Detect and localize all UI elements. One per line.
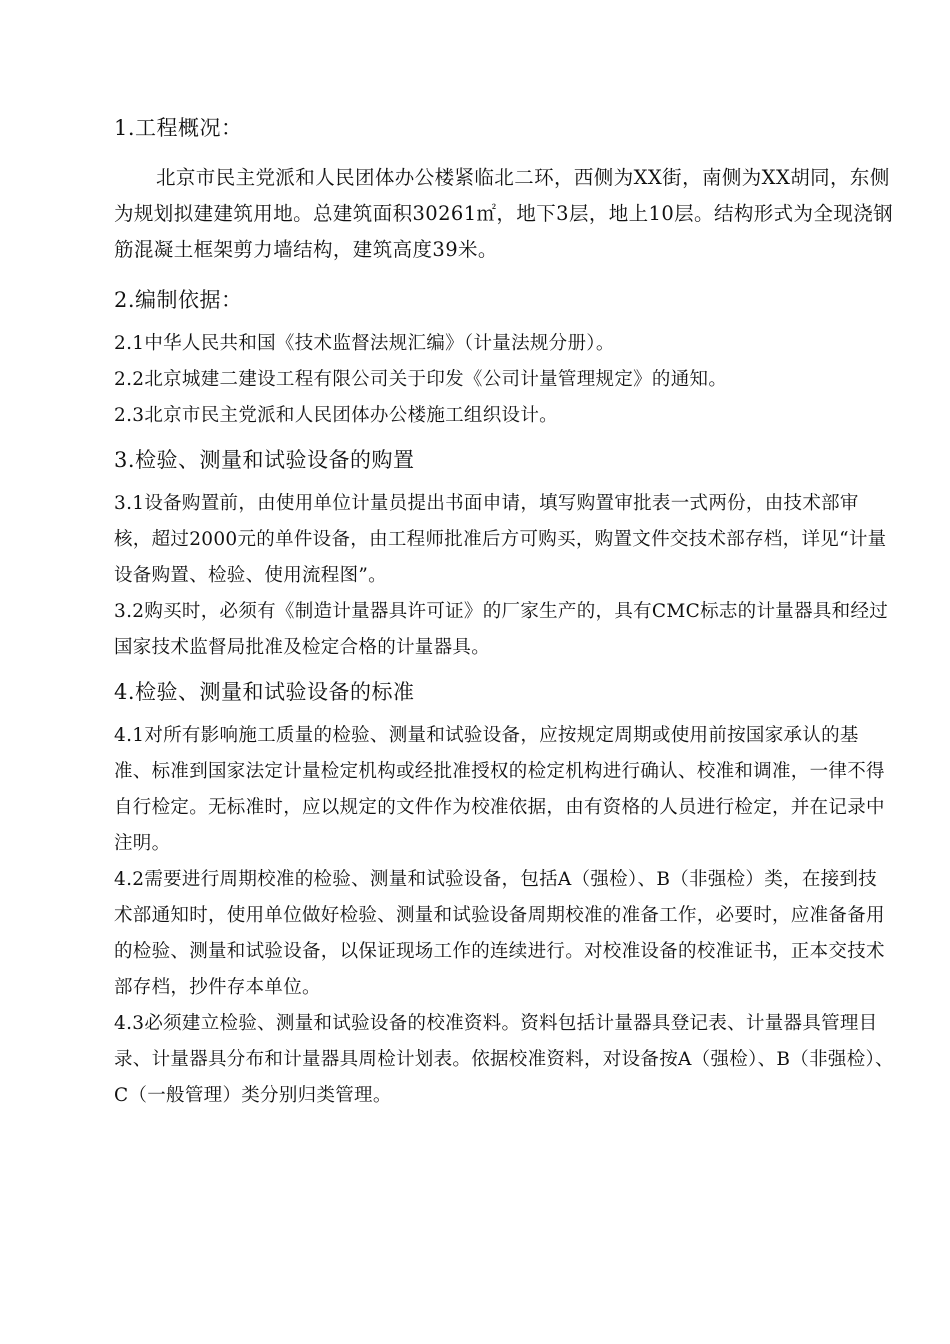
section-heading: 2.编制依据：: [114, 288, 243, 312]
section-paragraph: 北京市民主党派和人民团体办公楼紧临北二环，西侧为XX街，南侧为XX胡同，东侧为规划拟建建筑用地。总建筑面积30261㎡，地下3层，地上10层。结构形式为全现浇钢筋混凝土框架剪力墙结构，建筑高度39米。: [114, 166, 894, 261]
list-item: 4.3必须建立检验、测量和试验设备的校准资料。资料包括计量器具登记表、计量器具管理目录、计量器具分布和计量器具周检计划表。依据校准资料，对设备按A（强检）、B（非强检）、C（一般管理）类分别归类管理。: [114, 1013, 894, 1106]
list-item: 2.3北京市民主党派和人民团体办公楼施工组织设计。: [114, 405, 558, 426]
section-2: [114, 282, 894, 434]
section-4: [114, 674, 894, 1114]
list-item: 2.1中华人民共和国《技术监督法规汇编》（计量法规分册）。: [114, 333, 615, 354]
document-body: [114, 110, 894, 1114]
list-item: 4.2需要进行周期校准的检验、测量和试验设备，包括A（强检）、B（非强检）类，在接到技术部通知时，使用单位做好检验、测量和试验设备周期校准的准备工作，必要时，应准备备用的检验、测量和试验设备，以保证现场工作的连续进行。对校准设备的校准证书，正本交技术部存档，抄件存本单位。: [114, 869, 885, 998]
section-3: [114, 442, 894, 666]
list-item: 3.1设备购置前，由使用单位计量员提出书面申请，填写购置审批表一式两份，由技术部审核，超过2000元的单件设备，由工程师批准后方可购买，购置文件交技术部存档，详见“计量设备购置、检验、使用流程图”。: [114, 493, 887, 586]
list-item: 2.2北京城建二建设工程有限公司关于印发《公司计量管理规定》的通知。: [114, 369, 728, 390]
section-heading: 1.工程概况：: [114, 116, 243, 140]
section-1: [114, 110, 894, 268]
list-item: 4.1对所有影响施工质量的检验、测量和试验设备，应按规定周期或使用前按国家承认的基准、标准到国家法定计量检定机构或经批准授权的检定机构进行确认、校准和调准，一律不得自行检定。无标准时，应以规定的文件作为校准依据，由有资格的人员进行检定，并在记录中注明。: [114, 725, 885, 854]
section-heading: 3.检验、测量和试验设备的购置: [114, 448, 415, 472]
list-item: 3.2购买时，必须有《制造计量器具许可证》的厂家生产的，具有CMC标志的计量器具和经过国家技术监督局批准及检定合格的计量器具。: [114, 601, 889, 658]
section-heading: 4.检验、测量和试验设备的标准: [114, 680, 415, 704]
